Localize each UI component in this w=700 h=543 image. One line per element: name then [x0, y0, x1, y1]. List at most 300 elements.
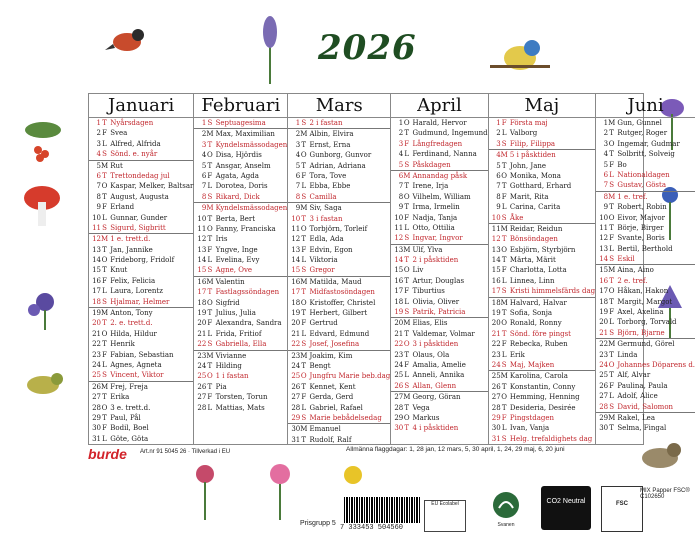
name-day: Sigfrid	[213, 298, 240, 307]
co2-text: CO2 Neutral	[546, 498, 586, 505]
day-number: 31	[291, 435, 301, 444]
day-number: 21	[291, 329, 301, 338]
day-number: 8	[295, 192, 301, 201]
weekday-letter: S	[102, 297, 107, 306]
day-number: 24	[599, 360, 609, 369]
month-name: Maj	[489, 94, 595, 118]
day-row	[489, 202, 595, 212]
weekday-letter: O	[300, 372, 307, 381]
day-row	[391, 329, 487, 339]
day-number: 3	[496, 139, 501, 148]
weekday-letter: S	[404, 381, 410, 390]
weekday-letter: F	[404, 360, 410, 369]
day-number: 4	[398, 150, 404, 159]
weekday-letter: O	[501, 171, 508, 180]
day-row	[288, 150, 390, 160]
day-number: 11	[291, 224, 301, 233]
name-day: Vivianne	[213, 351, 247, 360]
name-day: Kyndelsmässodagen	[213, 204, 288, 213]
name-day: Bodil, Boel	[108, 424, 149, 433]
day-row	[194, 192, 287, 202]
nordic-text: Svanen	[497, 522, 515, 528]
weekday-letter: F	[102, 350, 107, 359]
weekday-letter: L	[501, 276, 507, 285]
month-name: Mars	[288, 94, 390, 118]
name-day: Kristoffer, Christel	[307, 298, 376, 307]
month-column	[489, 94, 596, 444]
day-row	[596, 264, 695, 275]
day-row	[194, 276, 287, 287]
flower-illustration	[255, 14, 285, 84]
name-day: Tora, Tove	[307, 171, 347, 180]
day-row	[391, 265, 487, 275]
day-row	[288, 224, 390, 234]
day-row	[89, 286, 193, 296]
day-number: 14	[599, 255, 609, 264]
day-number: 6	[295, 171, 301, 180]
day-number: 18	[197, 298, 207, 307]
day-list	[194, 118, 287, 413]
day-row	[194, 150, 287, 160]
name-day: Frideborg, Fridolf	[108, 256, 175, 265]
weekday-letter: S	[207, 340, 213, 349]
berries-illustration	[18, 110, 68, 170]
weekday-letter: T	[501, 403, 507, 412]
weekday-letter: F	[404, 139, 410, 148]
day-number: 12	[394, 234, 404, 243]
name-day: Filip, Filippa	[507, 139, 556, 148]
day-row	[391, 255, 487, 265]
barcode-number: 7 333453 504560	[340, 524, 404, 532]
name-day: Selma, Fingal	[615, 424, 667, 433]
day-number: 26	[291, 382, 301, 391]
name-day: 5 i påsktiden	[507, 151, 556, 160]
weekday-letter: M	[500, 151, 508, 160]
weekday-letter: L	[102, 434, 107, 443]
day-number: 8	[603, 192, 609, 201]
day-number: 27	[394, 393, 404, 402]
name-day: Max, Maximilian	[213, 130, 275, 139]
day-number: 19	[394, 308, 404, 317]
day-number: 27	[599, 392, 609, 401]
weekday-letter: T	[301, 361, 307, 370]
weekday-letter: T	[609, 223, 614, 232]
day-row	[596, 370, 695, 380]
name-day: Monika, Mona	[507, 171, 561, 180]
day-number: 19	[291, 309, 301, 318]
nordic-swan-logo	[489, 490, 523, 530]
weekday-letter: O	[300, 298, 307, 307]
weekday-letter: T	[609, 297, 614, 306]
weekday-letter: T	[207, 235, 213, 244]
weekday-letter: T	[102, 119, 107, 127]
day-row	[391, 128, 487, 138]
day-number: 4	[295, 151, 301, 160]
day-row	[489, 318, 595, 328]
name-day: Åke	[507, 213, 524, 222]
weekday-letter: O	[206, 372, 213, 381]
month-column	[596, 94, 695, 444]
day-number: 23	[291, 351, 301, 360]
weekday-letter: L	[207, 182, 213, 191]
name-day: Gerda, Gerd	[307, 393, 354, 402]
name-day: Torbjörn, Torleif	[307, 224, 368, 233]
mushroom-illustration	[20, 180, 64, 230]
weekday-letter: M	[500, 298, 508, 307]
day-number: 24	[394, 360, 404, 369]
day-number: 16	[394, 276, 404, 285]
name-day: Ernst, Erna	[307, 140, 351, 149]
day-row	[89, 423, 193, 433]
name-day: Sönd. e. nyår	[108, 150, 158, 159]
name-day: Agne, Ove	[213, 266, 253, 275]
day-row	[489, 350, 595, 360]
weekday-letter: T	[609, 129, 614, 138]
name-day: Gunborg, Gunvor	[307, 151, 372, 160]
day-row	[489, 297, 595, 308]
weekday-letter: T	[207, 140, 213, 149]
weekday-letter: L	[501, 424, 507, 433]
name-day: Alexandra, Sandra	[213, 319, 282, 328]
weekday-letter: T	[501, 235, 507, 244]
day-row	[596, 233, 695, 243]
weekday-letter: S	[609, 255, 615, 264]
month-name: Juni	[596, 94, 695, 118]
day-number: 5	[295, 161, 301, 170]
weekday-letter: O	[608, 287, 615, 296]
name-day: Alfred, Alfrida	[108, 139, 161, 148]
bird-illustration	[105, 20, 149, 60]
day-number: 25	[394, 371, 404, 380]
name-day: Ferdinand, Nanna	[410, 150, 477, 159]
weekday-letter: M	[101, 309, 109, 318]
day-row	[89, 413, 193, 423]
day-row	[489, 245, 595, 255]
day-row	[596, 297, 695, 307]
name-day: Hemming, Henning	[507, 393, 580, 402]
day-row	[596, 286, 695, 296]
day-row	[596, 402, 695, 412]
day-number: 30	[599, 424, 609, 433]
day-number: 29	[291, 413, 301, 422]
day-number: 28	[491, 403, 501, 412]
day-number: 2	[295, 130, 301, 139]
day-row	[596, 412, 695, 423]
day-row	[391, 297, 487, 307]
name-day: Torsten, Torun	[213, 393, 268, 402]
day-number: 28	[394, 403, 404, 412]
name-day: Långfredagen	[410, 139, 463, 148]
day-number: 21	[197, 329, 207, 338]
weekday-letter: M	[608, 119, 616, 127]
day-number: 25	[599, 371, 609, 380]
day-number: 1	[96, 119, 101, 127]
day-row	[489, 265, 595, 275]
day-number: 29	[92, 413, 101, 422]
weekday-letter: M	[608, 413, 616, 422]
weekday-letter: F	[207, 393, 213, 402]
weekday-letter: M	[101, 235, 109, 244]
month-column	[194, 94, 288, 444]
day-row	[288, 403, 390, 413]
name-day: 1 e. trett.d.	[108, 235, 151, 244]
name-day: Kyndelsmässodagen	[213, 140, 288, 149]
month-column	[89, 94, 194, 444]
month-name: Februari	[194, 94, 287, 118]
weekday-letter: T	[404, 350, 410, 359]
day-row	[596, 276, 695, 286]
day-row	[489, 423, 595, 433]
day-row	[391, 213, 487, 223]
day-row	[89, 318, 193, 328]
day-row	[596, 202, 695, 212]
day-row	[596, 338, 695, 349]
weekday-letter: O	[206, 298, 213, 307]
weekday-letter: T	[501, 256, 507, 265]
weekday-letter: O	[608, 213, 615, 222]
day-number: 20	[291, 319, 301, 328]
weekday-letter: F	[102, 203, 107, 212]
day-number: 15	[491, 266, 501, 275]
name-day: Helg. trefaldighets dag	[507, 434, 593, 443]
name-day: Erika	[108, 393, 130, 402]
name-day: Jungfru Marie beb.dag	[307, 372, 391, 381]
weekday-letter: L	[609, 170, 614, 179]
clover-illustration	[185, 460, 225, 520]
buttercup-illustration	[338, 460, 368, 490]
day-number: 17	[599, 287, 609, 296]
name-day: Bönsöndagen	[507, 235, 558, 244]
weekday-letter: M	[101, 382, 109, 391]
day-row	[89, 339, 193, 349]
name-day: Germund, Görel	[615, 340, 675, 349]
day-number: 27	[291, 393, 301, 402]
name-day: Margit, Margot	[615, 297, 673, 306]
name-day: Anneli, Annika	[410, 371, 465, 380]
day-row	[288, 234, 390, 244]
weekday-letter: F	[501, 192, 507, 201]
day-number: 17	[291, 288, 301, 297]
weekday-letter: M	[403, 171, 411, 180]
weekday-letter: M	[300, 130, 308, 139]
day-row	[89, 255, 193, 265]
day-row	[194, 318, 287, 328]
weekday-letter: F	[301, 171, 307, 180]
name-day: Första maj	[507, 119, 548, 127]
day-row	[194, 255, 287, 265]
day-number: 6	[201, 171, 207, 180]
day-number: 7	[603, 181, 609, 190]
name-day: Börje, Birger	[615, 223, 664, 232]
name-day: Rebecka, Ruben	[507, 340, 568, 349]
weekday-letter: F	[102, 276, 107, 285]
weekday-letter: M	[300, 277, 308, 286]
day-row	[89, 213, 193, 223]
day-number: 30	[92, 424, 101, 433]
pink-flower-illustration	[260, 460, 300, 520]
day-number: 9	[96, 203, 101, 212]
name-day: Disa, Hjördis	[213, 151, 262, 160]
day-number: 11	[197, 224, 207, 233]
name-day: Ivan, Vanja	[507, 424, 550, 433]
day-number: 29	[599, 413, 609, 422]
weekday-letter: T	[207, 161, 213, 170]
weekday-letter: O	[403, 266, 410, 275]
name-day: Albin, Elvira	[307, 130, 354, 139]
day-row	[489, 118, 595, 128]
day-row	[288, 287, 390, 297]
day-number: 17	[92, 287, 101, 296]
day-number: 18	[599, 297, 609, 306]
weekday-letter: F	[102, 129, 107, 138]
weekday-letter: T	[609, 350, 614, 359]
name-day: Bertil, Berthold	[615, 244, 673, 253]
co2-neutral-badge	[541, 486, 591, 530]
day-number: 6	[398, 171, 404, 180]
weekday-letter: L	[301, 256, 307, 265]
weekday-letter: F	[301, 245, 307, 254]
day-row	[288, 413, 390, 423]
day-number: 7	[295, 182, 301, 191]
weekday-letter: O	[501, 319, 508, 328]
month-name: Januari	[89, 94, 193, 118]
name-day: Reidar, Reidun	[507, 224, 563, 233]
day-number: 6	[496, 171, 501, 180]
day-number: 25	[197, 372, 207, 381]
day-row	[89, 223, 193, 233]
name-day: Desideria, Desirée	[507, 403, 576, 412]
day-number: 2	[201, 130, 207, 139]
day-number: 18	[291, 298, 301, 307]
day-row	[194, 224, 287, 234]
day-row	[489, 234, 595, 244]
weekday-letter: O	[101, 329, 108, 338]
day-number: 1	[496, 119, 501, 127]
weekday-letter: O	[501, 245, 508, 254]
name-day: Laura, Lorentz	[108, 287, 163, 296]
day-number: 12	[291, 235, 301, 244]
name-day: Konstantin, Conny	[507, 382, 576, 391]
weekday-letter: M	[403, 393, 411, 402]
day-row	[288, 339, 390, 349]
day-number: 22	[394, 340, 404, 349]
weekday-letter: T	[207, 214, 213, 223]
day-number: 10	[92, 213, 101, 222]
name-day: Harald, Hervor	[410, 119, 467, 127]
day-number: 23	[197, 351, 207, 360]
day-row	[89, 160, 193, 171]
day-row	[288, 435, 390, 445]
name-day: Otto, Ottilia	[410, 223, 455, 232]
name-day: Fabian, Sebastian	[108, 350, 174, 359]
day-row	[194, 371, 287, 381]
weekday-letter: T	[609, 150, 614, 159]
day-number: 30	[394, 424, 404, 433]
weekday-letter: L	[207, 256, 213, 265]
day-number: 27	[197, 393, 207, 402]
day-row	[391, 391, 487, 402]
day-number: 25	[491, 372, 501, 381]
day-number: 25	[92, 371, 101, 380]
day-row	[194, 265, 287, 275]
day-row	[194, 392, 287, 402]
day-list	[288, 118, 390, 445]
weekday-letter: T	[404, 182, 410, 191]
day-row	[194, 287, 287, 297]
weekday-letter: F	[609, 160, 615, 169]
name-day: Axel, Axelina	[615, 308, 664, 317]
weekday-letter: F	[207, 171, 213, 180]
weekday-letter: T	[102, 266, 107, 275]
day-number: 18	[394, 297, 404, 306]
day-number: 21	[599, 328, 609, 337]
name-day: Johannes Döparens d.	[615, 360, 696, 369]
day-number: 13	[394, 245, 404, 254]
name-day: Matilda, Maud	[307, 277, 362, 286]
name-day: Julius, Julia	[213, 309, 256, 318]
weekday-letter: L	[404, 371, 410, 380]
weekday-letter: O	[206, 151, 213, 160]
day-number: 22	[599, 340, 609, 349]
name-day: Håkan, Hakon	[615, 287, 669, 296]
day-number: 13	[197, 245, 207, 254]
day-row	[489, 255, 595, 265]
day-row	[489, 149, 595, 160]
day-number: 23	[599, 350, 609, 359]
name-day: Markus	[410, 413, 440, 422]
day-number: 1	[201, 119, 207, 127]
day-number: 14	[291, 256, 301, 265]
day-number: 10	[394, 213, 404, 222]
weekday-letter: T	[404, 203, 410, 212]
day-row	[288, 361, 390, 371]
weekday-letter: F	[501, 119, 507, 127]
day-row	[194, 171, 287, 181]
weekday-letter: L	[404, 297, 410, 306]
day-row	[288, 245, 390, 255]
day-row	[596, 328, 695, 338]
name-day: Pingstdagen	[507, 413, 555, 422]
day-number: 23	[491, 350, 501, 359]
day-number: 7	[96, 182, 101, 191]
name-day: Agata, Agda	[213, 171, 259, 180]
day-row	[391, 139, 487, 149]
weekday-letter: S	[501, 139, 507, 148]
name-day: Påskdagen	[410, 160, 451, 169]
weekday-letter: S	[301, 340, 307, 349]
name-day: 3 i påsktiden	[410, 340, 459, 349]
day-row	[288, 140, 390, 150]
day-row	[391, 286, 487, 296]
day-row	[489, 403, 595, 413]
weekday-letter: L	[501, 203, 507, 212]
day-row	[596, 180, 695, 190]
name-day: Olivia, Oliver	[410, 297, 460, 306]
weekday-letter: O	[101, 256, 108, 265]
day-number: 8	[496, 192, 501, 201]
day-number: 9	[603, 203, 609, 212]
weekday-letter: O	[403, 413, 410, 422]
day-number: 4	[496, 151, 501, 160]
name-day: Nadja, Tanja	[410, 213, 458, 222]
day-row	[391, 381, 487, 391]
day-number: 24	[291, 361, 301, 370]
day-row	[391, 118, 487, 128]
weekday-letter: F	[404, 287, 410, 296]
day-number: 3	[295, 140, 301, 149]
weekday-letter: S	[207, 266, 213, 275]
weekday-letter: T	[102, 192, 107, 201]
